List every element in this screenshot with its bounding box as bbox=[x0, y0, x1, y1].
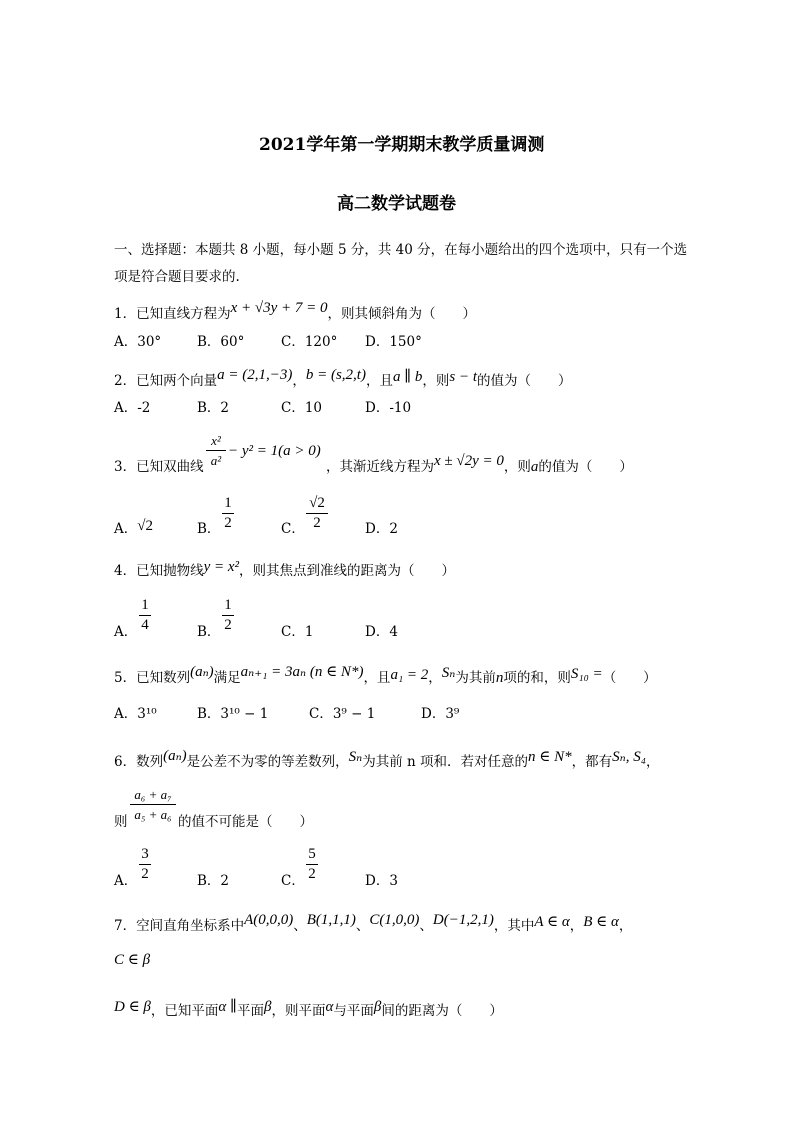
q5-mid4: 为其前 bbox=[455, 670, 496, 686]
q5-option-b: B．3¹⁰ − 1 bbox=[197, 706, 269, 722]
q3-opt-b-den: 2 bbox=[224, 515, 232, 531]
q5-mid3: ， bbox=[428, 670, 442, 686]
q6-seq: (aₙ) bbox=[163, 748, 187, 764]
q1-option-c: C．120° bbox=[281, 334, 338, 350]
q7-b-in-alpha: B ∈ α bbox=[583, 914, 619, 930]
q3-mid2: ，则 bbox=[503, 459, 531, 475]
page-title: 2021学年第一学期期末教学质量调测 bbox=[259, 135, 545, 155]
q5-sn: Sₙ bbox=[441, 665, 456, 681]
q3-option-b-label: B． bbox=[197, 521, 221, 537]
q3-option-d: D．2 bbox=[365, 521, 398, 537]
q6-option-a-fraction bbox=[139, 846, 151, 883]
q6-frac-den: a₅ + a₆ bbox=[134, 807, 172, 822]
q2-prefix: 2．已知两个向量 bbox=[114, 373, 218, 389]
question-1 bbox=[114, 300, 477, 322]
q2-vector-a: a = (2,1,−3) bbox=[217, 367, 293, 383]
q7-point-d: D(−1,2,1) bbox=[432, 912, 494, 928]
q4-option-d: D．4 bbox=[365, 624, 398, 640]
q6-ineq: Sₙ, S₄ bbox=[612, 749, 646, 765]
q3-frac-num: x² bbox=[211, 433, 221, 448]
q7-alpha: α bbox=[325, 999, 334, 1015]
q4-option-b-fraction bbox=[222, 597, 234, 634]
q6-option-d: D．3 bbox=[365, 873, 398, 889]
q6-opt-a-num: 3 bbox=[141, 846, 149, 862]
q4-option-b-label: B． bbox=[197, 624, 221, 640]
q5-mid: 满足 bbox=[213, 670, 241, 686]
q7-line3-mid3: ，则平面 bbox=[271, 1003, 326, 1019]
q7-d-in-beta: D ∈ β bbox=[114, 999, 151, 1015]
q4-prefix: 4．已知抛物线 bbox=[114, 563, 204, 579]
q1-suffix: ，则其倾斜角为（ ） bbox=[327, 306, 477, 322]
q3-frac-den: a² bbox=[210, 453, 222, 468]
q3-suffix: 的值为（ ） bbox=[538, 459, 633, 475]
q3-curve-tail: − y² = 1(a > 0) bbox=[228, 443, 321, 459]
q1-equation: x + √3y + 7 = 0 bbox=[230, 300, 328, 316]
q3-opt-c-num: √2 bbox=[309, 495, 325, 511]
q6-option-c-label: C． bbox=[281, 873, 305, 889]
q7-end: ， bbox=[618, 918, 633, 934]
q5-s10: S₁₀ = bbox=[570, 666, 603, 682]
section-instructions-line2: 项是符合题目要求的. bbox=[114, 269, 240, 285]
q3-var: a bbox=[530, 459, 539, 475]
q2-option-d: D．-10 bbox=[365, 400, 412, 416]
q5-option-a: A．3¹⁰ bbox=[114, 706, 157, 722]
q7-beta2: β bbox=[373, 999, 382, 1015]
q5-option-c: C．3⁹ − 1 bbox=[309, 706, 376, 722]
q6-mid3: ，都有 bbox=[571, 754, 613, 770]
q4-opt-a-den: 4 bbox=[141, 617, 149, 633]
q7-point-a: A(0,0,0) bbox=[244, 912, 294, 928]
q4-option-a-label: A． bbox=[114, 624, 138, 640]
q5-n: n bbox=[495, 670, 504, 686]
q6-option-b: B．2 bbox=[197, 873, 230, 889]
q7-line3-mid2: 平面 bbox=[236, 1003, 264, 1019]
q6-opt-a-den: 2 bbox=[141, 866, 149, 882]
q7-line3-mid: ，已知平面 bbox=[150, 1003, 219, 1019]
q3-opt-b-num: 1 bbox=[224, 495, 232, 511]
q6-line2-suffix: 的值不可能是（ ） bbox=[178, 814, 313, 830]
q7-point-c: C(1,0,0) bbox=[369, 912, 420, 928]
q7-sep2: 、 bbox=[355, 918, 370, 934]
q1-option-a: A．30° bbox=[114, 334, 162, 350]
q6-cond: n ∈ N* bbox=[528, 749, 572, 765]
q4-curve: y = x² bbox=[203, 559, 240, 575]
q2-parallel: a ∥ b bbox=[392, 369, 423, 385]
q2-mid2: ，则 bbox=[422, 373, 450, 389]
q4-option-c: C．1 bbox=[281, 624, 314, 640]
q3-opt-c-den: 2 bbox=[313, 515, 321, 531]
question-7-line1 bbox=[114, 912, 633, 934]
q4-suffix: ，则其焦点到准线的距离为（ ） bbox=[239, 563, 456, 579]
q6-mid: 是公差不为零的等差数列， bbox=[186, 754, 349, 770]
q6-option-a-label: A． bbox=[114, 873, 138, 889]
question-2 bbox=[114, 367, 572, 389]
q5-suffix: （ ） bbox=[602, 670, 657, 686]
q6-line2-prefix: 则 bbox=[114, 814, 128, 830]
q3-option-b-fraction bbox=[222, 495, 234, 532]
q4-option-a-fraction bbox=[139, 597, 151, 634]
q5-option-d: D．3⁹ bbox=[421, 706, 460, 722]
q1-prefix: 1．已知直线方程为 bbox=[114, 306, 231, 322]
q2-suffix: 的值为（ ） bbox=[477, 373, 572, 389]
q5-mid5: 项的和，则 bbox=[503, 670, 571, 686]
q1-option-d: D．150° bbox=[365, 334, 422, 350]
q3-fraction bbox=[206, 432, 226, 469]
q5-mid2: ，且 bbox=[363, 670, 391, 686]
q6-opt-c-den: 2 bbox=[308, 866, 316, 882]
q3-option-a: A．√2 bbox=[114, 518, 153, 537]
q7-comma: ， bbox=[569, 918, 584, 934]
q6-fraction bbox=[130, 786, 176, 823]
q5-seq: (aₙ) bbox=[190, 664, 214, 680]
q6-mid2: 为其前 n 项和．若对任意的 bbox=[362, 754, 529, 770]
question-3-rest bbox=[326, 453, 633, 475]
q2-option-a: A．-2 bbox=[114, 400, 151, 416]
q4-opt-b-num: 1 bbox=[224, 597, 232, 613]
question-6-line1 bbox=[114, 748, 660, 770]
q2-vector-b: b = (s,2,t) bbox=[305, 367, 366, 383]
q7-prefix: 7．空间直角坐标系中 bbox=[114, 918, 245, 934]
q5-prefix: 5．已知数列 bbox=[114, 670, 191, 686]
q4-opt-a-num: 1 bbox=[141, 597, 149, 613]
q7-c-in-beta: C ∈ β bbox=[114, 952, 151, 968]
q3-option-c-label: C． bbox=[281, 521, 305, 537]
q3-prefix: 3．已知双曲线 bbox=[114, 459, 204, 475]
q6-option-c-fraction bbox=[306, 846, 318, 883]
q6-sn: Sₙ bbox=[348, 749, 363, 765]
question-7-line3 bbox=[114, 999, 503, 1019]
q5-init: a₁ = 2 bbox=[390, 667, 429, 683]
q7-mid: ，其中 bbox=[493, 918, 535, 934]
q3-opt-a-value: √2 bbox=[137, 518, 153, 534]
q6-opt-c-num: 5 bbox=[308, 846, 316, 862]
q7-point-b: B(1,1,1) bbox=[306, 912, 356, 928]
question-4 bbox=[114, 559, 456, 579]
question-5 bbox=[114, 664, 657, 686]
q7-sep1: 、 bbox=[293, 918, 307, 934]
q6-prefix: 6．数列 bbox=[114, 754, 164, 770]
q7-line3-mid4: 与平面 bbox=[333, 1003, 374, 1019]
q7-a-in-alpha: A ∈ α bbox=[534, 914, 570, 930]
q3-option-c-fraction bbox=[306, 495, 328, 532]
q6-mid4: ， bbox=[645, 754, 660, 770]
q7-beta: β bbox=[263, 999, 272, 1015]
q2-mid: ，且 bbox=[365, 373, 393, 389]
q7-sep3: 、 bbox=[419, 918, 433, 934]
q1-option-b: B．60° bbox=[197, 334, 245, 350]
q7-suffix: 间的距离为（ ） bbox=[381, 1003, 503, 1019]
q6-frac-num: a₆ + a₇ bbox=[134, 787, 172, 802]
q2-sep: ， bbox=[292, 373, 306, 389]
page-subtitle: 高二数学试题卷 bbox=[337, 194, 456, 214]
q2-expr: s − t bbox=[449, 369, 478, 385]
section-instructions-line1: 一、选择题：本题共 8 小题，每小题 5 分，共 40 分，在每小题给出的四个选项中，只有一个选 bbox=[114, 242, 688, 258]
q7-alpha-parallel: α ∥ bbox=[218, 999, 237, 1015]
q4-opt-b-den: 2 bbox=[224, 617, 232, 633]
q3-mid: ，其渐近线方程为 bbox=[326, 459, 434, 475]
q2-option-b: B．2 bbox=[197, 400, 230, 416]
q3-asymptote: x ± √2y = 0 bbox=[434, 453, 504, 469]
q2-option-c: C．10 bbox=[281, 400, 323, 416]
q5-recurrence: aₙ₊₁ = 3aₙ (n ∈ N*) bbox=[240, 664, 364, 680]
